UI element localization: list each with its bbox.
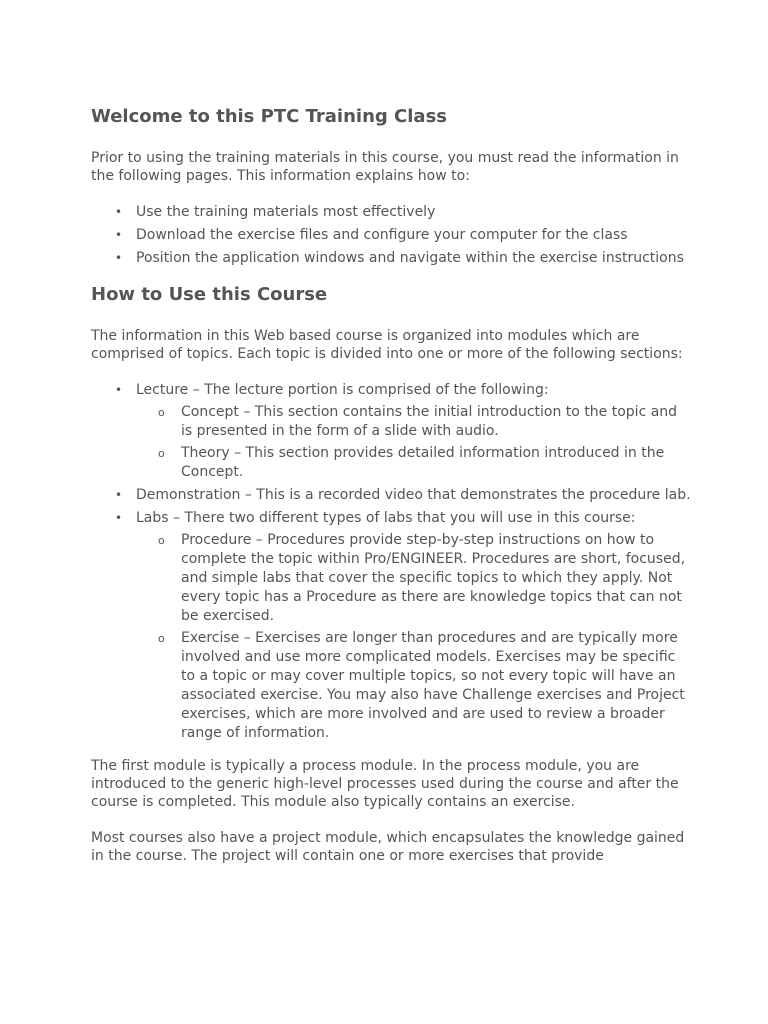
bullet-icon: • [115,383,123,397]
section-heading: How to Use this Course [91,284,328,305]
lecture-sublist [136,403,691,482]
list-item [91,226,691,245]
circle-bullet-icon: o [158,406,165,419]
list-item-text: Theory – This section provides detailed information introduced in the Concept. [181,445,665,480]
list-item-demonstration [91,486,691,505]
list-item-text: Position the application windows and navigate within the exercise instructions [136,250,684,266]
bullet-icon: • [115,511,123,525]
list-item-text: Use the training materials most effectively [136,204,436,220]
bullet-icon: • [115,251,123,265]
circle-bullet-icon: o [158,534,165,547]
bullet-icon: • [115,228,123,242]
circle-bullet-icon: o [158,447,165,460]
list-item-exercise [136,629,691,743]
list-item-text: Concept – This section contains the initial introduction to the topic and is presented in the form of a slide with audio. [181,404,678,439]
intro-paragraph: Prior to using the training materials in this course, you must read the information in the following pages. This information explains how to: [91,150,679,184]
list-item-text: Labs – There two different types of labs that you will use in this course: [136,510,636,526]
list-item-text: Demonstration – This is a recorded video that demonstrates the procedure lab. [136,487,691,503]
list-item-labs [91,509,691,743]
bullet-icon: • [115,205,123,219]
list-item-theory [136,444,691,482]
sections-list [91,381,691,743]
how-to-list [91,203,691,268]
list-item-procedure [136,531,691,626]
list-item-text: Lecture – The lecture portion is comprised of the following: [136,382,549,398]
list-item [91,203,691,222]
list-item [91,249,691,268]
list-item-text: Procedure – Procedures provide step-by-step instructions on how to complete the topic within Pro/ENGINEER. Procedures are short, focused, and simple labs that cover the specific topics to which they apply. Not every topic has a Procedure as there are knowledge topics that can not be exercised. [181,532,686,624]
organization-paragraph: The information in this Web based course is organized into modules which are comprised of topics. Each topic is divided into one or more of the following sections: [91,328,683,362]
process-module-paragraph: The first module is typically a process module. In the process module, you are introduced to the generic high-level processes used during the course and after the course is completed. This module also typically contains an exercise. [91,758,679,810]
list-item-lecture [91,381,691,482]
list-item-text: Download the exercise files and configure your computer for the class [136,227,628,243]
document-page [91,104,691,883]
bullet-icon: • [115,488,123,502]
page-title: Welcome to this PTC Training Class [91,106,448,127]
labs-sublist [136,531,691,743]
project-module-paragraph: Most courses also have a project module, which encapsulates the knowledge gained in the course. The project will contain one or more exercises that provide [91,830,685,864]
list-item-concept [136,403,691,441]
list-item-text: Exercise – Exercises are longer than procedures and are typically more involved and use more complicated models. Exercises may be specific to a topic or may cover multiple topics, so not every topic will have an associated exercise. You may also have Challenge exercises and Project exercises, which are more involved and are used to review a broader range of information. [181,630,685,741]
circle-bullet-icon: o [158,632,165,645]
